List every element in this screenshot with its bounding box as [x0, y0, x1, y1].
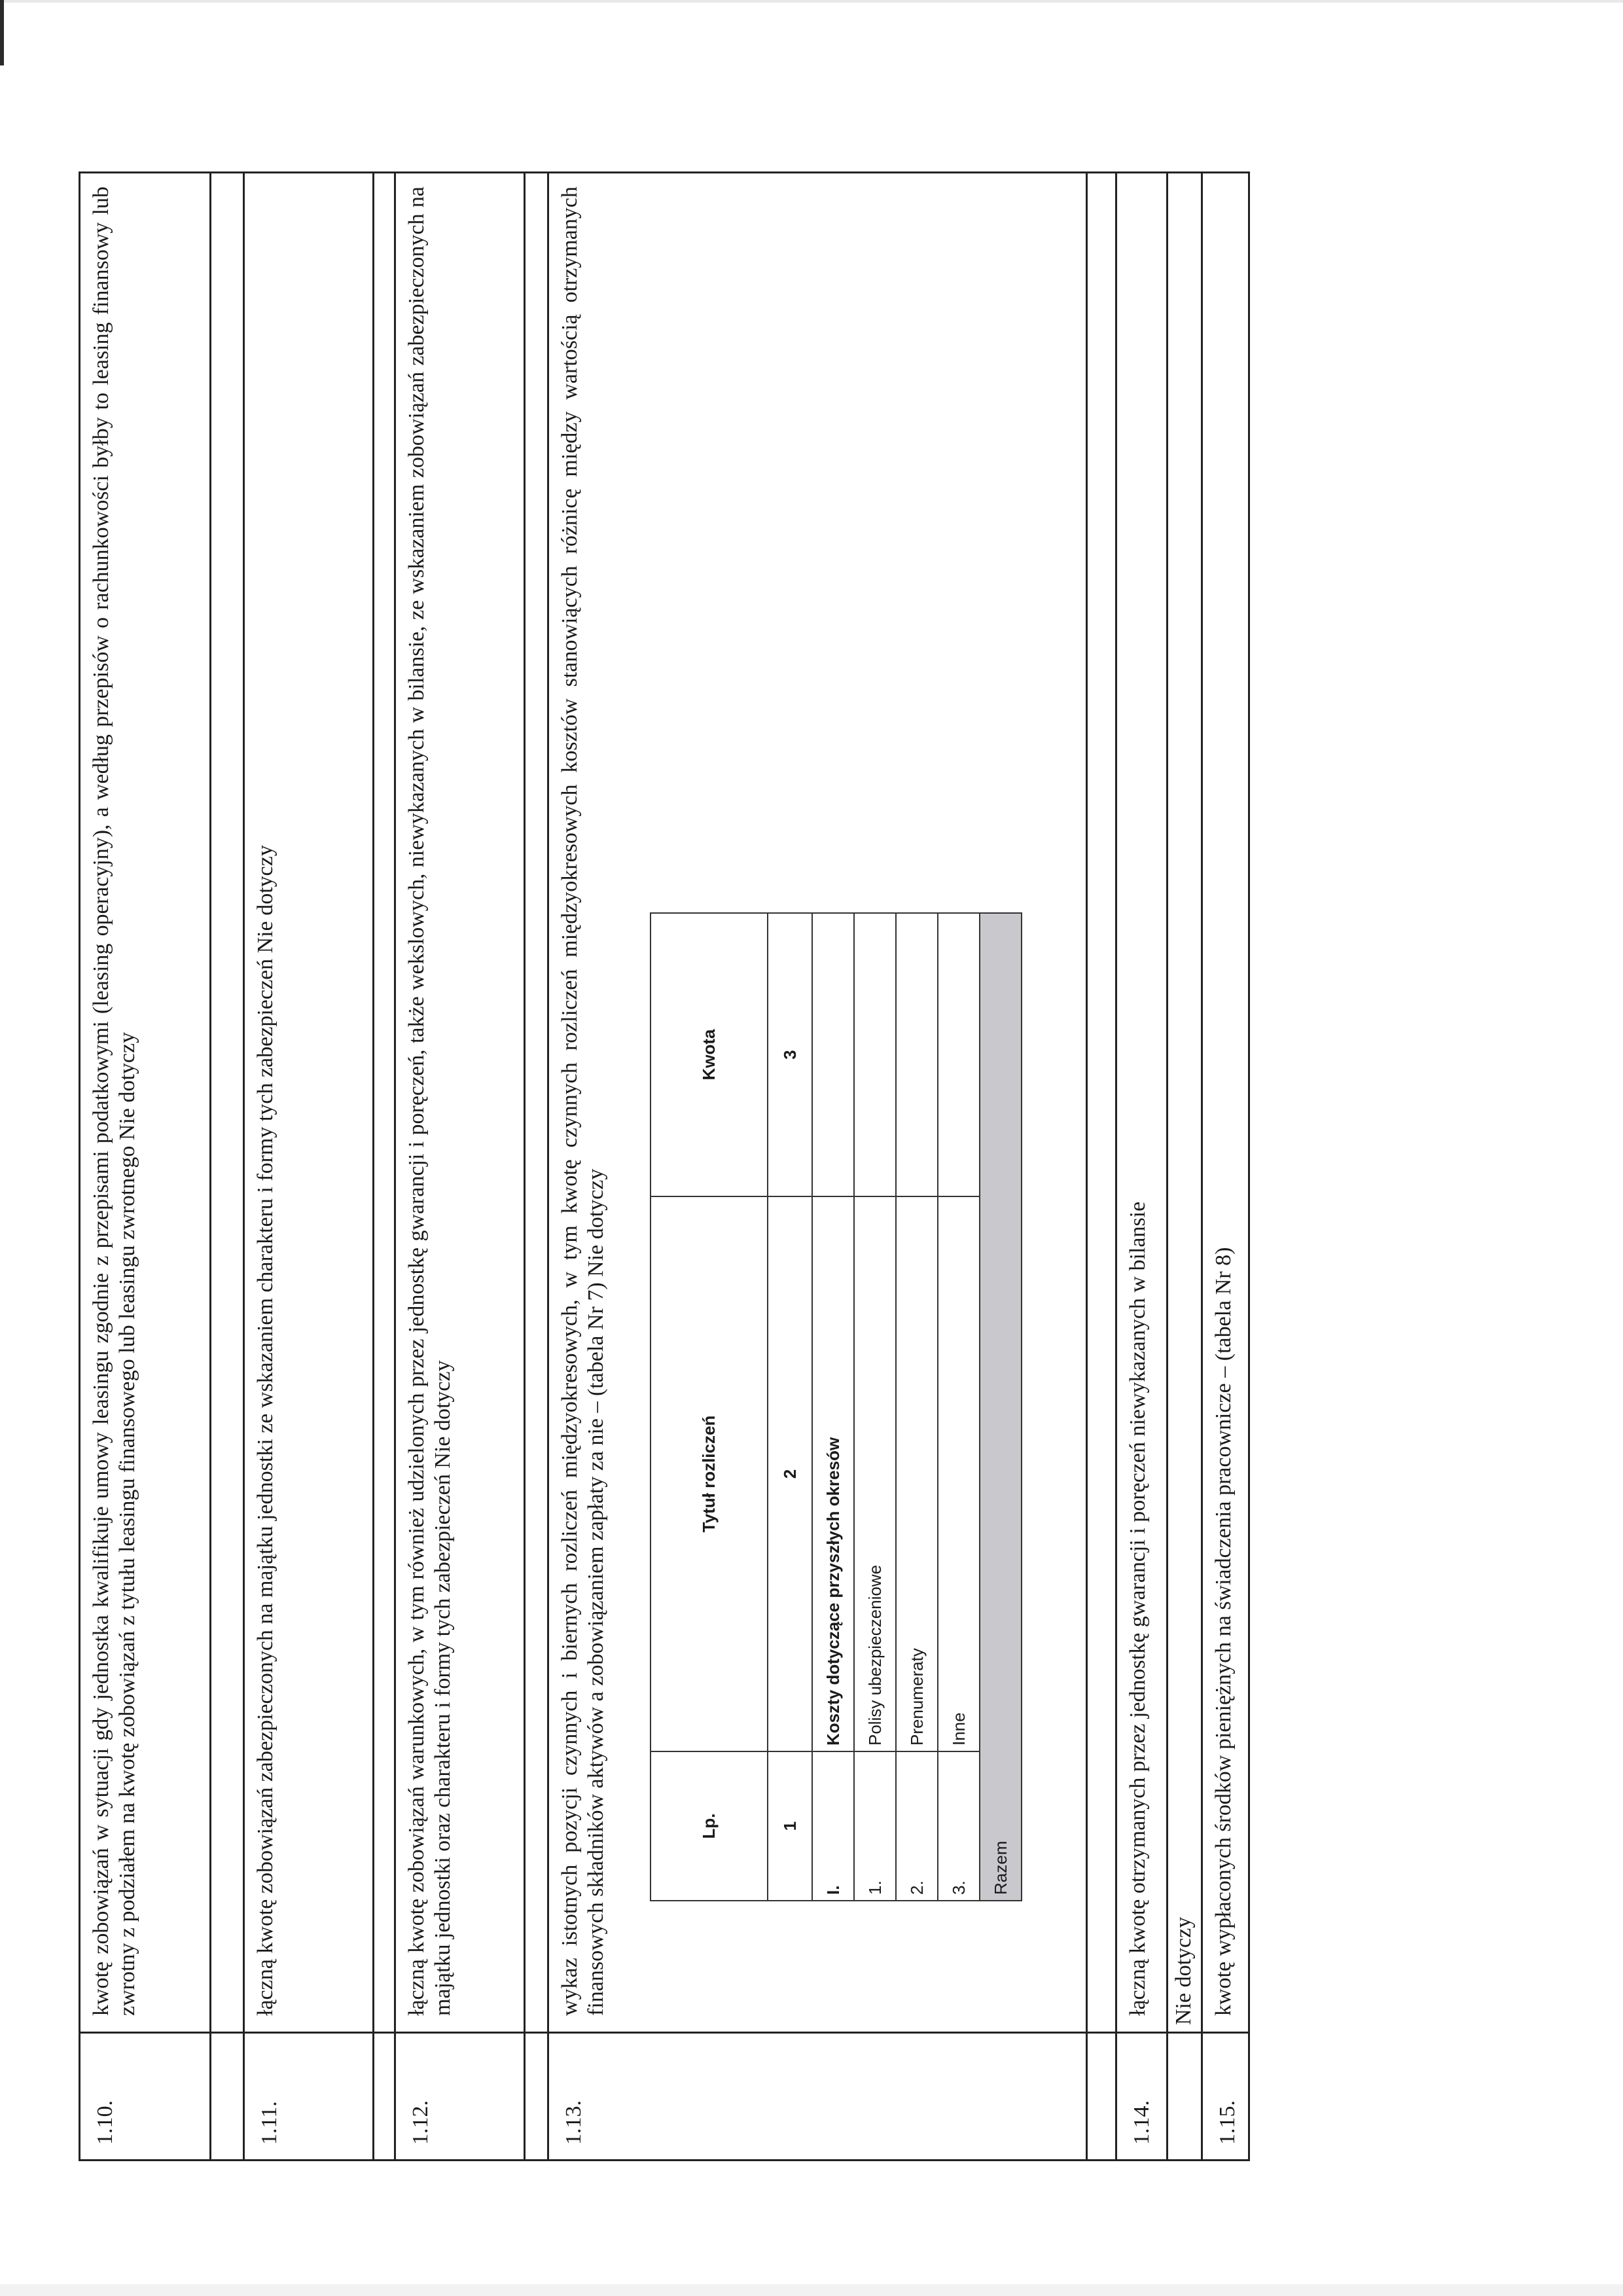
table-row: [896, 913, 938, 1901]
table7-total-row: [980, 913, 1022, 1901]
index-cell: 1: [768, 1751, 812, 1901]
title-cell: Koszty dotyczące przyszłych okresów: [812, 1196, 854, 1751]
amount-cell: [854, 913, 896, 1196]
form-row-1-13: [548, 173, 1086, 2161]
row-text: łączną kwotę zobowiązań zabezpieczonych na majątku jednostki ze wskazaniem charakteru i formy tych zabezpieczeń Nie dotyczy: [244, 173, 373, 2033]
form-row-1-15: [1202, 173, 1249, 2161]
table-row: [854, 913, 896, 1901]
row-text: łączną kwotę otrzymanych przez jednostkę gwarancji i poręczeń niewykazanych w bilansie: [1116, 173, 1168, 2033]
amount-cell: [812, 913, 854, 1196]
table7-index-row: [768, 913, 812, 1901]
row-number: 1.14.: [1116, 2033, 1168, 2161]
empty-cell: [373, 2033, 395, 2161]
row-1-13-content: [548, 173, 1086, 2033]
table-row: [938, 913, 980, 1901]
amount-cell: [896, 913, 938, 1196]
empty-cell: [524, 173, 548, 2033]
lp-cell: 2.: [896, 1751, 938, 1901]
title-cell: Prenumeraty: [896, 1196, 938, 1751]
empty-cell: [210, 2033, 244, 2161]
header-lp: Lp.: [651, 1751, 768, 1901]
header-title: Tytuł rozliczeń: [651, 1196, 768, 1751]
table-row: [812, 913, 854, 1901]
empty-cell: [210, 173, 244, 2033]
title-cell: Inne: [938, 1196, 980, 1751]
form-row-1-10: [80, 173, 211, 2161]
empty-cell: [524, 2033, 548, 2161]
row-number: 1.13.: [548, 2033, 1086, 2161]
row-number: 1.11.: [244, 2033, 373, 2161]
scan-edge-bottom: [0, 2284, 1623, 2296]
lp-cell: 3.: [938, 1751, 980, 1901]
form-row-1-14: [1116, 173, 1168, 2161]
row-number: 1.12.: [395, 2033, 524, 2161]
notes-form-table: [79, 171, 1250, 2161]
empty-cell: [1168, 2033, 1202, 2161]
form-row-spacer: [210, 173, 244, 2161]
form-row-spacer: [1087, 173, 1116, 2161]
table7-header-row: [651, 913, 768, 1901]
lp-cell: 1.: [854, 1751, 896, 1901]
form-row-note: [1168, 173, 1202, 2161]
row-text: łączną kwotę zobowiązań warunkowych, w tym również udzielonych przez jednostkę gwarancji i poręczeń, także wekslowych, niewykazanych w bilansie, ze wskazaniem zobowiązań zabezpieczonych na majątku jednostki oraz charakteru i formy tych zabezpieczeń Nie dotyczy: [395, 173, 524, 2033]
row-number: 1.15.: [1202, 2033, 1249, 2161]
empty-cell: [1087, 173, 1116, 2033]
empty-cell: [1087, 2033, 1116, 2161]
form-row-1-11: [244, 173, 373, 2161]
scan-edge-left: [0, 0, 4, 65]
row-number: 1.10.: [80, 2033, 211, 2161]
total-label: Razem: [980, 913, 1022, 1901]
header-amount: Kwota: [651, 913, 768, 1196]
amount-cell: [938, 913, 980, 1196]
form-row-spacer: [524, 173, 548, 2161]
not-applicable-note: Nie dotyczy: [1168, 173, 1202, 2033]
rotated-page: [79, 171, 1250, 2161]
row-text: wykaz istotnych pozycji czynnych i biernych rozliczeń międzyokresowych, w tym kwotę czynnych rozliczeń międzyokresowych kosztów stanowiących różnicę między wartością otrzymanych finansowych składników aktywów a zobowiązaniem zapłaty za nie – (tabela Nr 7) Nie dotyczy: [557, 187, 608, 2016]
lp-cell: I.: [812, 1751, 854, 1901]
row-text: kwotę zobowiązań w sytuacji gdy jednostka kwalifikuje umowy leasingu zgodnie z przepisami podatkowymi (leasing operacyjny), a według przepisów o rachunkowości byłby to leasing finansowy lub zwrotny z podziałem na kwotę zobowiązań z tytułu leasingu finansowego lub leasingu zwrotnego Nie dotyczy: [80, 173, 211, 2033]
index-cell: 2: [768, 1196, 812, 1751]
row-text: kwotę wypłaconych środków pieniężnych na świadczenia pracownicze – (tabela Nr 8): [1202, 173, 1249, 2033]
empty-cell: [373, 173, 395, 2033]
index-cell: 3: [768, 913, 812, 1196]
title-cell: Polisy ubezpieczeniowe: [854, 1196, 896, 1751]
table-7: [650, 912, 1022, 1901]
form-row-spacer: [373, 173, 395, 2161]
scan-edge-top: [0, 0, 1623, 3]
form-row-1-12: [395, 173, 524, 2161]
